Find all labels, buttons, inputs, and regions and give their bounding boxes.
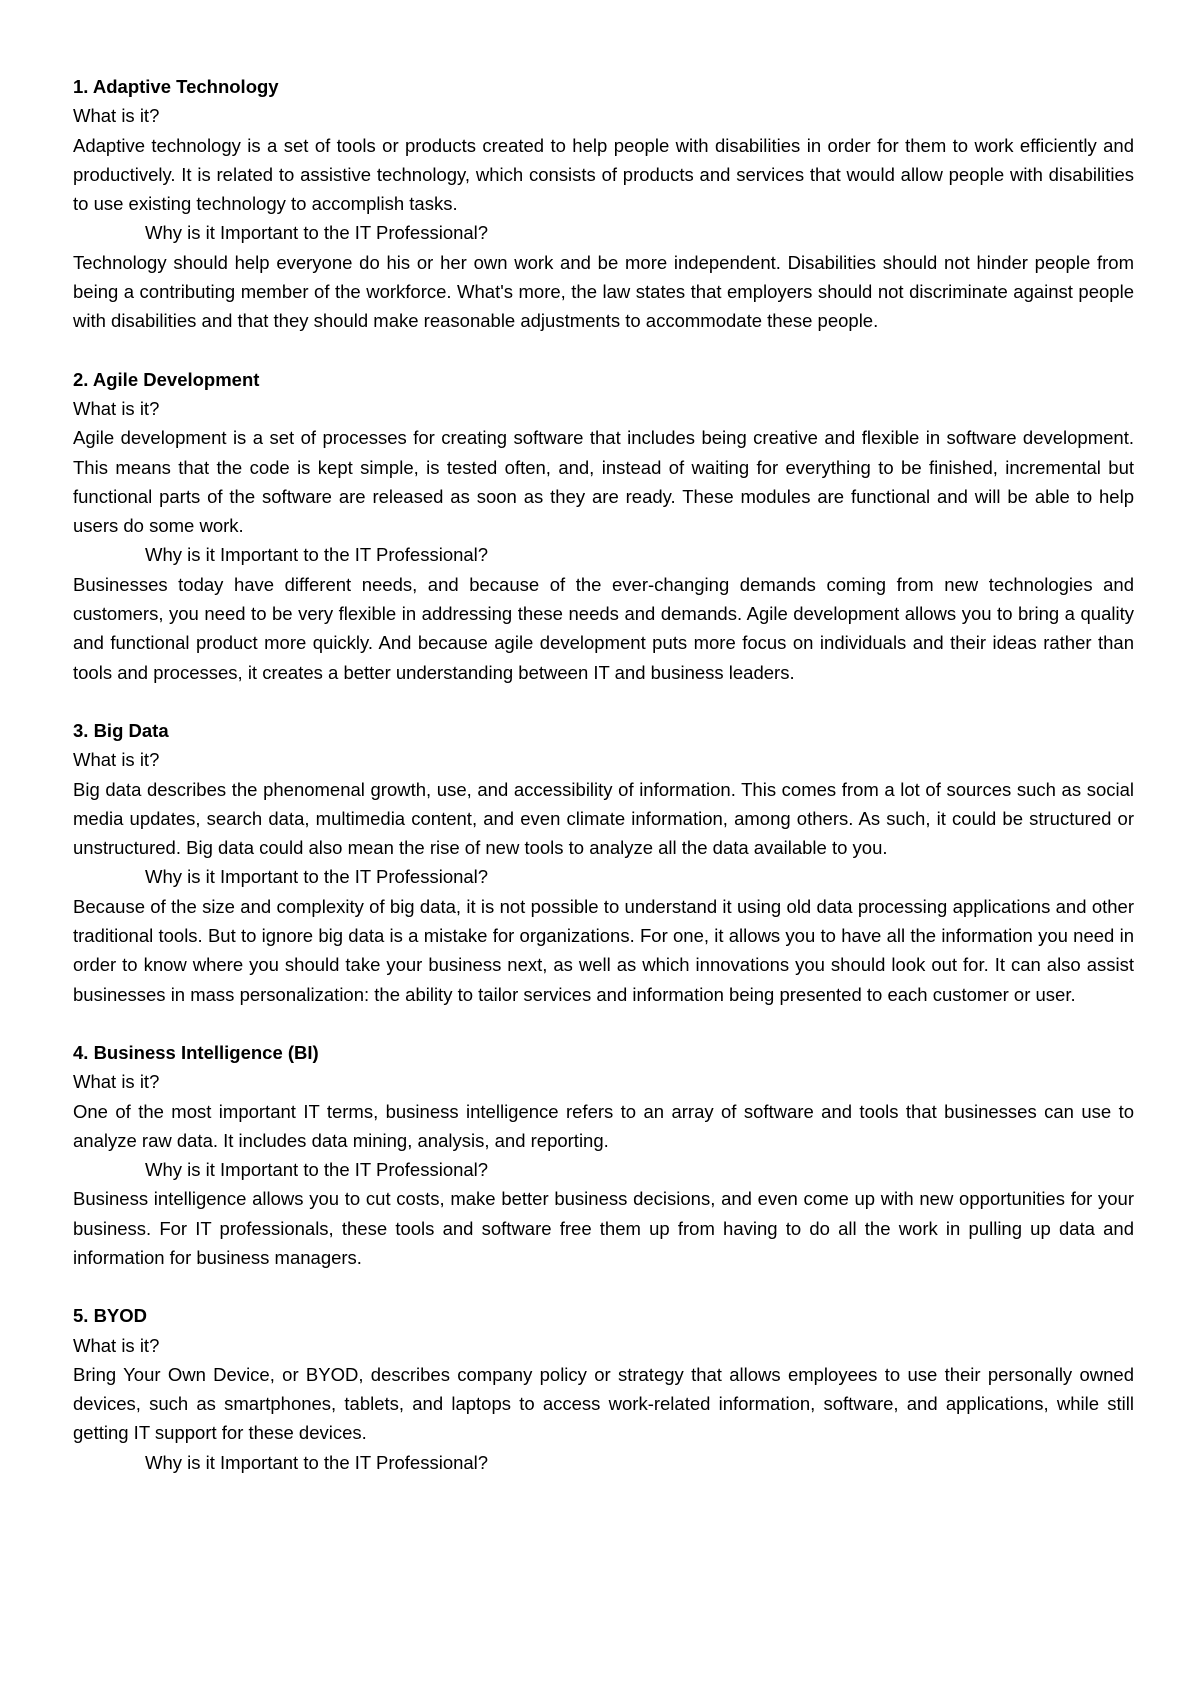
what-is-it-text: One of the most important IT terms, business intelligence refers to an array of software and tools that businesses can use to analyze raw data. It includes data mining, analysis, and reporting. xyxy=(73,1100,1134,1151)
why-important-label: Why is it Important to the IT Professional? xyxy=(145,222,489,244)
why-important-label: Why is it Important to the IT Professional? xyxy=(145,544,489,566)
section-title: 3. Big Data xyxy=(73,719,169,741)
section-title: 5. BYOD xyxy=(73,1305,148,1327)
why-important-text: Technology should help everyone do his or her own work and be more independent. Disabilities should not hinder people from being a contributing member of the workforce. What's more, the law states that employers should not discriminate against people with disabilities and that they should make reasonable adjustments to accommodate these people. xyxy=(73,251,1134,332)
section-adaptive-technology xyxy=(73,72,1134,336)
section-big-data xyxy=(73,716,1134,1009)
what-is-it-text: Big data describes the phenomenal growth, use, and accessibility of information. This comes from a lot of sources such as social media updates, search data, multimedia content, and even climate information, among others. As such, it could be structured or unstructured. Big data could also mean the rise of new tools to analyze all the data available to you. xyxy=(73,778,1134,859)
why-important-label: Why is it Important to the IT Professional? xyxy=(145,1159,489,1181)
what-is-it-label: What is it? xyxy=(73,397,160,419)
section-title: 1. Adaptive Technology xyxy=(73,76,279,97)
section-agile-development xyxy=(73,365,1134,687)
section-title: 4. Business Intelligence (BI) xyxy=(73,1041,319,1063)
what-is-it-text: Adaptive technology is a set of tools or products created to help people with disabilities in order for them to work efficiently and productively. It is related to assistive technology, which consists of products and services that would allow people with disabilities to use existing technology to accomplish tasks. xyxy=(73,134,1134,215)
section-title: 2. Agile Development xyxy=(73,368,260,390)
why-important-text: Business intelligence allows you to cut costs, make better business decisions, and even come up with new opportunities for your business. For IT professionals, these tools and software free them up from having to do all the work in pulling up data and information for business managers. xyxy=(73,1188,1134,1268)
what-is-it-text: Bring Your Own Device, or BYOD, describes company policy or strategy that allows employees to use their personally owned devices, such as smartphones, tablets, and laptops to access work-related information, software, and applications, while still getting IT support for these devices. xyxy=(73,1363,1134,1444)
section-business-intelligence xyxy=(73,1038,1134,1272)
what-is-it-text: Agile development is a set of processes for creating software that includes being creative and flexible in software development. This means that the code is kept simple, is tested often, and, instead of waiting for everything to be finished, incremental but functional parts of the software are released as soon as they are ready. These modules are functional and will be able to help users do some work. xyxy=(73,427,1134,537)
what-is-it-label: What is it? xyxy=(73,1334,160,1356)
why-important-label: Why is it Important to the IT Professional? xyxy=(145,866,489,888)
why-important-text: Because of the size and complexity of big data, it is not possible to understand it using old data processing applications and other traditional tools. But to ignore big data is a mistake for organizations. For one, it allows you to have all the information you need in order to know where you should take your business next, as well as which innovations you should look out for. It can also assist businesses in mass personalization: the ability to tailor services and information being presented to each customer or user. xyxy=(73,895,1134,1005)
why-important-label: Why is it Important to the IT Professional? xyxy=(145,1451,489,1473)
what-is-it-label: What is it? xyxy=(73,749,160,771)
what-is-it-label: What is it? xyxy=(73,1071,160,1093)
why-important-text: Businesses today have different needs, and because of the ever-changing demands coming from new technologies and customers, you need to be very flexible in addressing these needs and demands. Agile development allows you to bring a quality and functional product more quickly. And because agile development puts more focus on individuals and their ideas rather than tools and processes, it creates a better understanding between IT and business leaders. xyxy=(73,573,1134,683)
section-byod xyxy=(73,1301,1134,1477)
what-is-it-label: What is it? xyxy=(73,105,160,127)
